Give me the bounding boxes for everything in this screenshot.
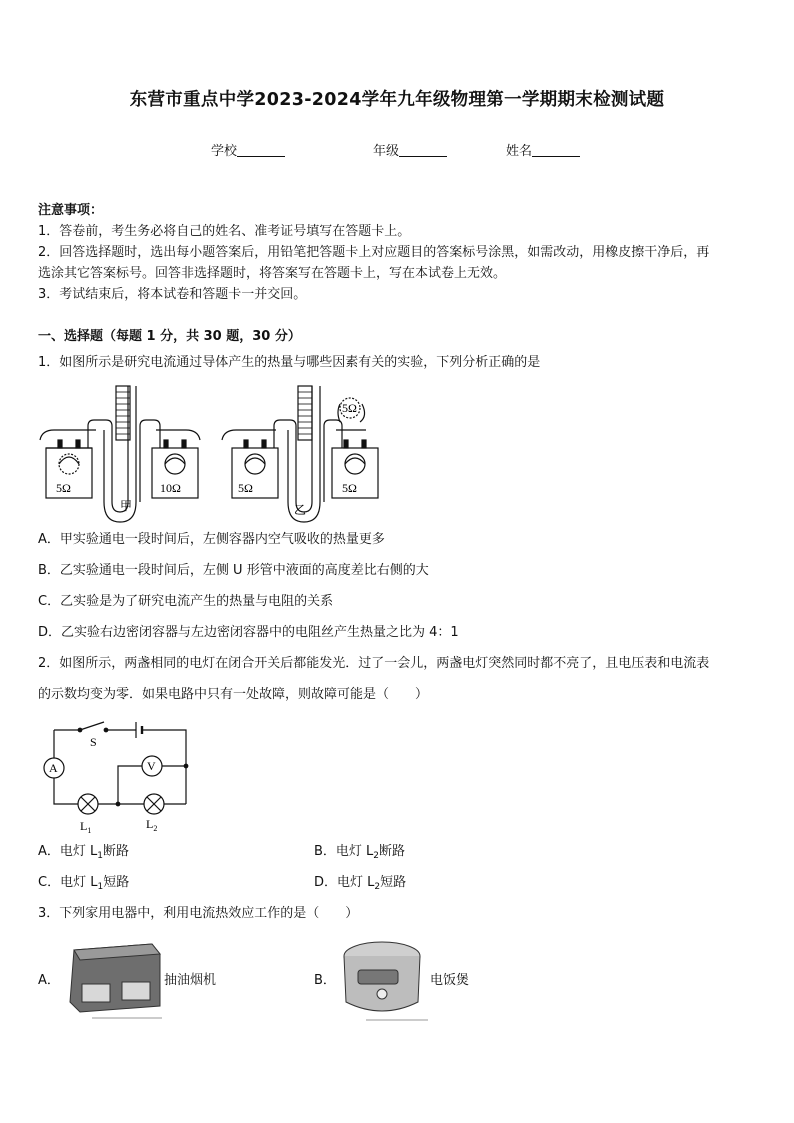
scale-yi [298,386,312,440]
ammeter-label: A [49,761,58,775]
resistor-label-2: 10Ω [160,481,181,495]
q3-option-a-label[interactable]: 抽油烟机 [164,973,217,988]
q2-option-b[interactable]: B．电灯 $L_2$断路 [314,844,406,861]
resistor-label-4: 5Ω [342,481,357,495]
q1-figure [36,382,376,522]
exam-title: 东营市重点中学2023-2024学年九年级物理第一学期期末检测试题 [129,90,665,110]
resistor-label-5: 5Ω [342,401,357,415]
range-hood-image [66,940,166,1020]
resistor-label-1: 5Ω [56,481,71,495]
grade-field[interactable] [373,140,447,159]
notice-heading: 注意事项： [38,203,104,218]
school-label: 学校 [211,144,238,159]
label-yi: 乙 [294,503,307,517]
coil-left-yi [245,454,265,474]
school-field[interactable] [211,140,285,159]
q3-option-a-letter[interactable]: A． [38,973,60,988]
switch-label: S [90,735,97,749]
notice-item-1: 1．答卷前，考生务必将自己的姓名、准考证号填写在答题卡上。 [38,224,411,239]
coil-right-yi [345,454,365,474]
q2-stem-line1: 2．如图所示，两盏相同的电灯在闭合开关后都能发光．过了一会儿，两盏电灯突然同时都不亮了，且电压表和电流表 [38,656,710,671]
wire-right-jia [156,430,200,440]
name-blank[interactable] [532,143,580,157]
notice-item-3: 3．考试结束后，将本试卷和答题卡一并交回。 [38,287,307,302]
q1-option-d[interactable]: D．乙实验右边密闭容器与左边密闭容器中的电阻丝产生热量之比为 4：1 [38,625,459,640]
notice-item-2: 2．回答选择题时，选出每小题答案后，用铅笔把答题卡上对应题目的答案标号涂黑，如需改动，用橡皮擦干净后，再 [38,245,710,260]
resistor-label-3: 5Ω [238,481,253,495]
voltmeter-label: V [147,759,156,773]
rice-cooker-image [336,936,432,1024]
label-jia: 甲 [120,499,133,513]
grade-label: 年级 [373,144,400,159]
q1-stem: 1．如图所示是研究电流通过导体产生的热量与哪些因素有关的实验，下列分析正确的是 [38,355,541,370]
grade-blank[interactable] [399,143,447,157]
q3-stem: 3．下列家用电器中，利用电流热效应工作的是（ ） [38,906,359,921]
lamp2-label: $L_2$ [146,817,158,833]
q1-option-c[interactable]: C．乙实验是为了研究电流产生的热量与电阻的关系 [38,594,334,609]
lamp1-label: $L_1$ [80,819,92,835]
school-blank[interactable] [237,143,285,157]
name-label: 姓名 [506,144,533,159]
q3-option-b-label[interactable]: 电饭煲 [430,973,470,988]
wire-left-yi [222,430,276,440]
q2-option-a[interactable]: A．电灯 $L_1$断路 [38,844,130,861]
q2-circuit [40,718,200,836]
q2-option-c[interactable]: C．电灯 $L_1$短路 [38,875,130,892]
notice-item-2-cont: 选涂其它答案标号。回答非选择题时，将答案写在答题卡上，写在本试卷上无效。 [38,266,507,281]
q2-option-d[interactable]: D．电灯 $L_2$短路 [314,875,407,892]
name-field[interactable] [506,140,580,159]
q1-option-a[interactable]: A．甲实验通电一段时间后，左侧容器内空气吸收的热量更多 [38,532,385,547]
switch-blade [80,722,104,730]
section-heading: 一、选择题（每题 1 分，共 30 题，30 分） [38,329,301,344]
q3-option-b-letter[interactable]: B． [314,973,336,988]
coil-right-jia [165,454,185,474]
q2-stem-line2: 的示数均变为零．如果电路中只有一处故障，则故障可能是（ ） [38,687,429,702]
q1-option-b[interactable]: B．乙实验通电一段时间后，左侧 U 形管中液面的高度差比右侧的大 [38,563,429,578]
